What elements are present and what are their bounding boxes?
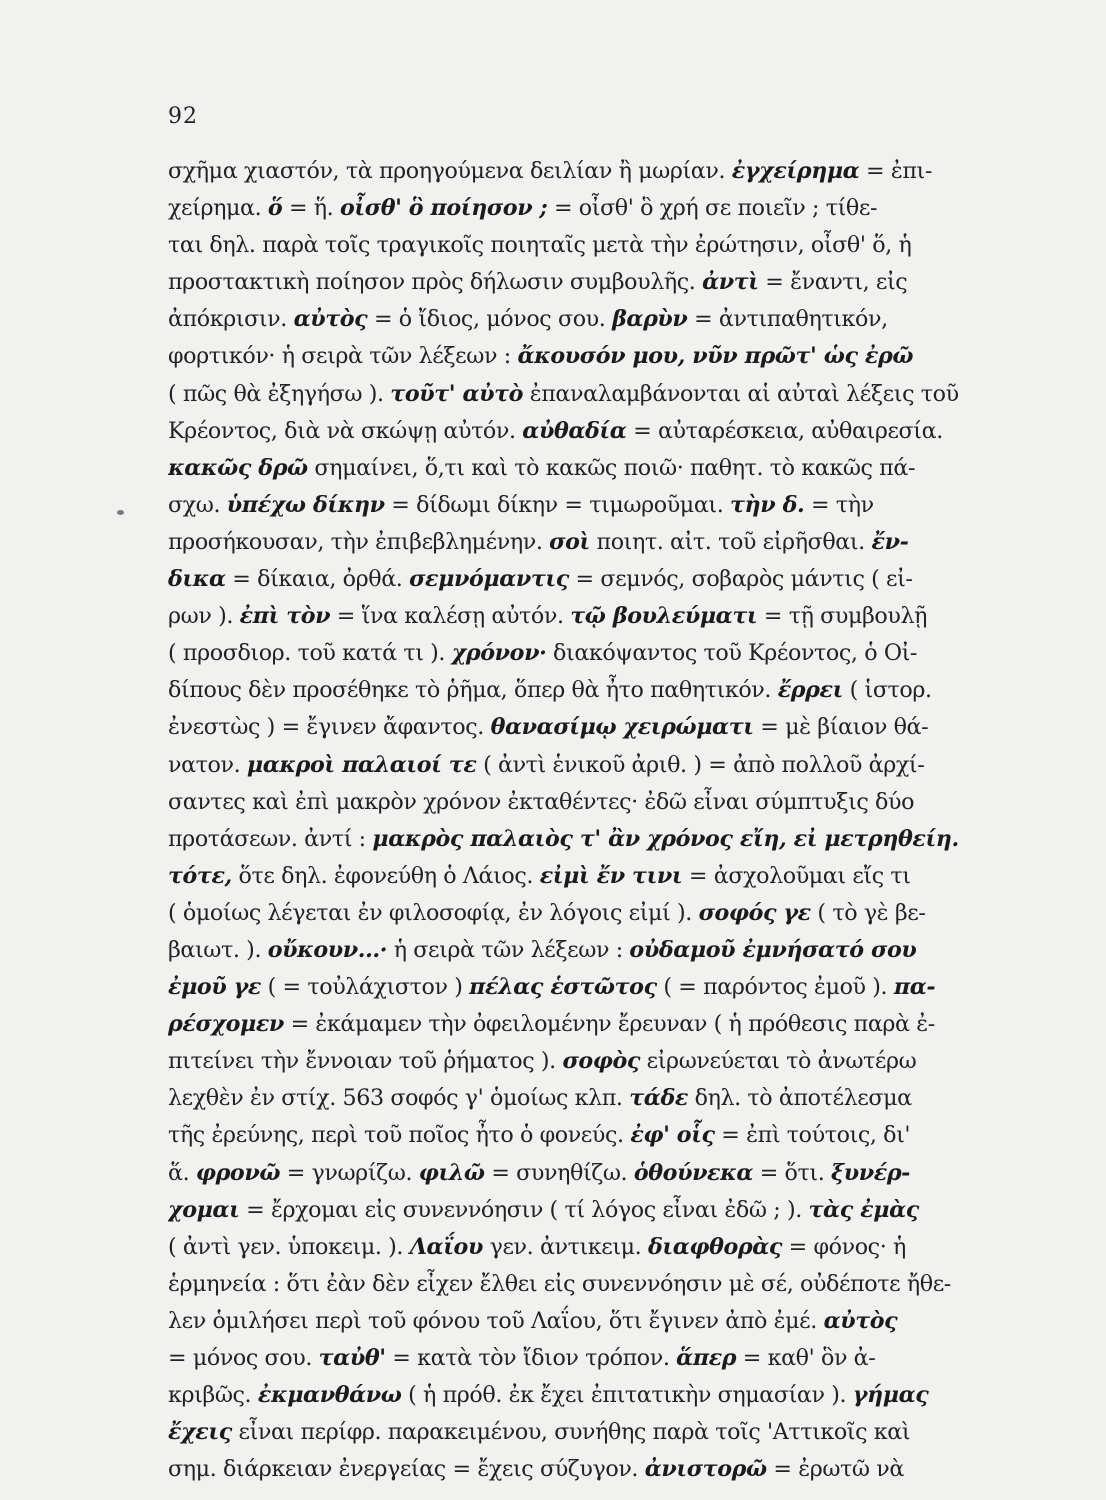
text-line <box>168 561 1034 598</box>
lemma-term: μακροὶ παλαιοί τε <box>246 751 477 778</box>
lemma-term: χομαι <box>168 1196 240 1223</box>
lemma-term: ἐμοῦ γε <box>168 974 261 1001</box>
gloss-text: = οἶσθ' ὃ χρή σε ποιεῖν ; τίθε- <box>547 195 878 222</box>
text-line <box>168 932 1034 969</box>
gloss-text: = ἔναντι, εἰς <box>758 269 908 296</box>
gloss-text: ἑρμηνεία : ὅτι ἐὰν δὲν εἶχεν ἔλθει εἰς συνεννόησιν μὲ σέ, οὐδέποτε ἤθε- <box>168 1270 951 1297</box>
lemma-term: ὑπέχω δίκην <box>226 491 385 518</box>
text-line <box>168 1006 1034 1043</box>
lemma-term: ρέσχομεν <box>168 1011 284 1038</box>
lemma-term: ἔχεις <box>168 1419 232 1446</box>
gloss-text: = σεμνός, σοβαρὸς μάντις ( εἰ- <box>568 566 913 593</box>
gloss-text: ἅ. <box>168 1159 196 1186</box>
gloss-text: γεν. ἀντικειμ. <box>482 1233 648 1260</box>
lemma-term: εἰμὶ ἔν τινι <box>539 862 683 889</box>
text-line <box>168 1414 1034 1451</box>
gloss-text: ( ἡ πρόθ. ἐκ ἔχει ἐπιτατικὴν σημασίαν ). <box>401 1382 853 1409</box>
text-line <box>168 450 1034 487</box>
gloss-text: σημαίνει, ὅ,τι καὶ τὸ κακῶς ποιῶ· παθητ. τὸ κακῶς πά- <box>307 454 916 481</box>
gloss-text: λεχθὲν ἐν στίχ. 563 σοφός γ' ὁμοίως κλπ. <box>168 1085 630 1112</box>
text-line <box>168 969 1034 1006</box>
text-line <box>168 1043 1034 1080</box>
text-line <box>168 524 1034 561</box>
lemma-term: ἐπὶ τὸν <box>239 603 331 630</box>
gloss-text: ( = παρόντος ἐμοῦ ). <box>656 974 894 1001</box>
lemma-term: ὅ <box>267 195 283 222</box>
gloss-text: ( ἀντὶ ἑνικοῦ ἀριθ. ) = ἀπὸ πολλοῦ ἀρχί- <box>476 751 925 778</box>
text-line <box>168 338 1034 375</box>
lemma-term: αὐθαδία <box>522 417 627 444</box>
gloss-text: ρων ). <box>168 603 240 630</box>
gloss-text: = ἐπὶ τούτοις, δι' <box>714 1122 911 1149</box>
lemma-term: σοὶ <box>549 528 590 555</box>
text-line <box>168 709 1034 746</box>
lemma-term: αὐτὸς <box>293 306 368 333</box>
lemma-term: οἶσθ' ὃ ποίησον ; <box>340 195 548 222</box>
lemma-term: οὔκουν...· <box>267 936 388 963</box>
gloss-text: προστακτικὴ ποίησον πρὸς δήλωσιν συμβουλῆς. <box>168 269 703 296</box>
gloss-text: Κρέοντος, διὰ νὰ σκώψῃ αὐτόν. <box>168 417 523 444</box>
gloss-text: = ἐρωτῶ νὰ <box>766 1456 904 1483</box>
gloss-text: κριβῶς. <box>168 1382 258 1409</box>
gloss-text: ἐπαναλαμβάνονται αἱ αὐταὶ λέξεις τοῦ <box>523 380 959 407</box>
lemma-term: πέλας ἑστῶτος <box>469 974 657 1001</box>
gloss-text: πιτείνει τὴν ἔννοιαν τοῦ ῥήματος ). <box>168 1048 563 1075</box>
lemma-term: πα- <box>893 974 936 1001</box>
text-line <box>168 1080 1034 1117</box>
text-line <box>168 635 1034 672</box>
gloss-text: = μόνος σου. <box>168 1345 319 1371</box>
lemma-term: δικα <box>168 566 226 593</box>
lemma-term: τὰς ἐμὰς <box>808 1196 919 1223</box>
lemma-term: γήμας <box>852 1382 929 1409</box>
lemma-term: μακρὸς παλαιὸς τ' ἂν χρόνος εἴη, εἰ μετρηθείη. <box>372 825 959 852</box>
lemma-term: ἅπερ <box>676 1345 737 1371</box>
lemma-term: διαφθορὰς <box>648 1233 783 1260</box>
gloss-text: προτάσεων. ἀντί : <box>168 825 373 852</box>
gloss-text: χείρημα. <box>168 195 268 222</box>
gloss-text: εἶναι περίφρ. παρακειμένου, συνήθης παρὰ τοῖς 'Αττικοῖς καὶ <box>231 1419 911 1446</box>
text-line <box>168 227 1034 264</box>
gloss-text: = τῇ συμβουλῇ <box>757 603 928 630</box>
gloss-text: σαντες καὶ ἐπὶ μακρὸν χρόνον ἐκταθέντες· ἐδῶ εἶναι σύμπτυξις δύο <box>168 788 915 815</box>
text-line <box>168 301 1034 338</box>
lemma-term: φιλῶ <box>418 1159 485 1186</box>
gloss-text: ( προσδιορ. τοῦ κατά τι ). <box>168 640 452 667</box>
text-line <box>168 1377 1034 1414</box>
gloss-text: = μὲ βίαιον θά- <box>753 714 929 741</box>
text-line <box>168 858 1034 895</box>
gloss-text: φορτικόν· ἡ σειρὰ τῶν λέξεων : <box>168 343 518 370</box>
lemma-term: ὁθούνεκα <box>633 1159 754 1186</box>
gloss-text: = ἔρχομαι εἰς συνεννόησιν ( τί λόγος εἶναι ἐδῶ ; ). <box>239 1196 809 1223</box>
lemma-term: τάδε <box>629 1085 688 1112</box>
text-line <box>168 190 1034 227</box>
text-line <box>168 821 1034 858</box>
text-line <box>168 1266 1034 1303</box>
text-line <box>168 1451 1034 1488</box>
gloss-text: ( τὸ γὲ βε- <box>810 899 926 926</box>
lemma-term: ξυνέρ- <box>831 1159 910 1186</box>
lemma-term: τὴν δ. <box>730 491 805 518</box>
lemma-term: ἄκουσόν μου, νῦν πρῶτ' ὡς ἐρῶ <box>517 343 914 370</box>
text-line <box>168 487 1034 524</box>
gloss-text: ( = τοὐλάχιστον ) <box>260 974 470 1001</box>
gloss-text: δηλ. τὸ ἀποτέλεσμα <box>687 1085 912 1112</box>
text-line <box>168 1192 1034 1229</box>
gloss-text: = δίκαια, ὀρθά. <box>225 566 410 593</box>
text-line <box>168 413 1034 450</box>
gloss-text: = ὁ ἴδιος, μόνος σου. <box>367 306 613 333</box>
gloss-text: ὅτε δηλ. ἐφονεύθη ὁ Λάιος. <box>231 862 540 889</box>
gloss-text: = ἐπι- <box>859 158 932 184</box>
lemma-term: ἐφ' οἷς <box>630 1122 715 1149</box>
gloss-text: = φόνος· ἡ <box>782 1233 906 1260</box>
lemma-term: ἔν- <box>871 528 909 555</box>
lemma-term: ταὐθ' <box>318 1345 386 1371</box>
lemma-term: ἐγχείρημα <box>731 158 860 184</box>
gloss-text: = ἥ. <box>282 195 340 222</box>
margin-dot <box>117 510 124 515</box>
gloss-text: = τὴν <box>804 491 874 518</box>
gloss-text: = γνωρίζω. <box>280 1159 419 1186</box>
gloss-text: ται δηλ. παρὰ τοῖς τραγικοῖς ποιηταῖς μετὰ τὴν ἐρώτησιν, οἶσθ' ὅ, ἡ <box>168 232 912 259</box>
lemma-term: φρονῶ <box>195 1159 281 1186</box>
lemma-term: σεμνόμαντις <box>409 566 569 593</box>
lemma-term: ἀντὶ <box>702 269 759 296</box>
gloss-text: = δίδωμι δίκην = τιμωροῦμαι. <box>384 491 731 518</box>
gloss-text: ἐνεστὼς ) = ἔγινεν ἄφαντος. <box>168 714 491 741</box>
text-line <box>168 1117 1034 1154</box>
text-line <box>168 1229 1034 1266</box>
text-line <box>168 376 1034 413</box>
gloss-text: ἀπόκρισιν. <box>168 306 294 333</box>
lemma-term: τῷ βουλεύματι <box>570 603 758 630</box>
gloss-text: τῆς ἐρεύνης, περὶ τοῦ ποῖος ἦτο ὁ φονεύς. <box>168 1122 631 1149</box>
text-line <box>168 1340 1034 1377</box>
commentary-text <box>168 153 1034 1488</box>
lemma-term: θανασίμῳ χειρώματι <box>490 714 754 741</box>
lemma-term: ἐκμανθάνω <box>257 1382 402 1409</box>
gloss-text: λεν ὁμιλήσει περὶ τοῦ φόνου τοῦ Λαΐου, ὅτι ἔγινεν ἀπὸ ἐμέ. <box>168 1307 824 1334</box>
text-line <box>168 784 1034 821</box>
text-line <box>168 1155 1034 1192</box>
gloss-text: προσήκουσαν, τὴν ἐπιβεβλημένην. <box>168 528 550 555</box>
text-line <box>168 672 1034 709</box>
lemma-term: τότε, <box>168 862 232 889</box>
gloss-text: = καθ' ὃν ἀ- <box>736 1345 876 1371</box>
text-line <box>168 598 1034 635</box>
gloss-text: = ἵνα καλέσῃ αὐτόν. <box>330 603 571 630</box>
text-line <box>168 895 1034 932</box>
lemma-term: τοῦτ' αὐτὸ <box>390 380 524 407</box>
gloss-text: ποιητ. αἰτ. τοῦ εἰρῆσθαι. <box>589 528 872 555</box>
lemma-term: ἀνιστορῶ <box>644 1456 767 1483</box>
gloss-text: ( πῶς θὰ ἐξηγήσω ). <box>168 380 391 407</box>
text-line <box>168 1303 1034 1340</box>
gloss-text: = αὐταρέσκεια, αὐθαιρεσία. <box>626 417 943 444</box>
gloss-text: ( ὁμοίως λέγεται ἐν φιλοσοφίᾳ, ἐν λόγοις εἰμί ). <box>168 899 699 926</box>
gloss-text: = συνηθίζω. <box>484 1159 634 1186</box>
gloss-text: σημ. διάρκειαν ἐνεργείας = ἔχεις σύζυγον. <box>168 1456 645 1483</box>
text-line <box>168 747 1034 784</box>
lemma-term: σοφός γε <box>698 899 811 926</box>
gloss-text: = κατὰ τὸν ἴδιον τρόπον. <box>385 1345 677 1371</box>
text-line <box>168 153 1034 190</box>
gloss-text: βαιωτ. ). <box>168 936 268 963</box>
gloss-text: σχω. <box>168 491 227 518</box>
gloss-text: εἰρωνεύεται τὸ ἀνωτέρω <box>640 1048 917 1075</box>
lemma-term: σοφὸς <box>562 1048 640 1075</box>
lemma-term: ἔρρει <box>777 677 843 704</box>
text-line <box>168 264 1034 301</box>
gloss-text: διακόψαντος τοῦ Κρέοντος, ὁ Οἰ- <box>546 640 918 667</box>
gloss-text: ( ἱστορ. <box>842 677 932 704</box>
lemma-term: αὐτὸς <box>823 1307 898 1334</box>
gloss-text: ( ἀντὶ γεν. ὑποκειμ. ). <box>168 1233 410 1260</box>
gloss-text: = ὅτι. <box>753 1159 831 1186</box>
gloss-text: δίπους δὲν προσέθηκε τὸ ῥῆμα, ὅπερ θὰ ἦτο παθητικόν. <box>168 677 778 704</box>
lemma-term: οὐδαμοῦ ἐμνήσατό σου <box>629 936 917 963</box>
gloss-text: = ἀντιπαθητικόν, <box>687 306 888 333</box>
gloss-text: νατον. <box>168 751 247 778</box>
lemma-term: βαρὺν <box>612 306 688 333</box>
page-number: 92 <box>168 104 198 129</box>
lemma-term: χρόνον· <box>451 640 547 667</box>
gloss-text: = ἀσχολοῦμαι εἴς τι <box>682 862 911 889</box>
lemma-term: Λαΐου <box>409 1233 483 1260</box>
gloss-text: σχῆμα χιαστόν, τὰ προηγούμενα δειλίαν ἢ μωρίαν. <box>168 158 732 184</box>
lemma-term: κακῶς δρῶ <box>168 454 308 481</box>
gloss-text: = ἐκάμαμεν τὴν ὀφειλομένην ἔρευναν ( ἡ πρόθεσις παρὰ ἐ- <box>283 1011 935 1038</box>
gloss-text: ἡ σειρὰ τῶν λέξεων : <box>387 936 630 963</box>
